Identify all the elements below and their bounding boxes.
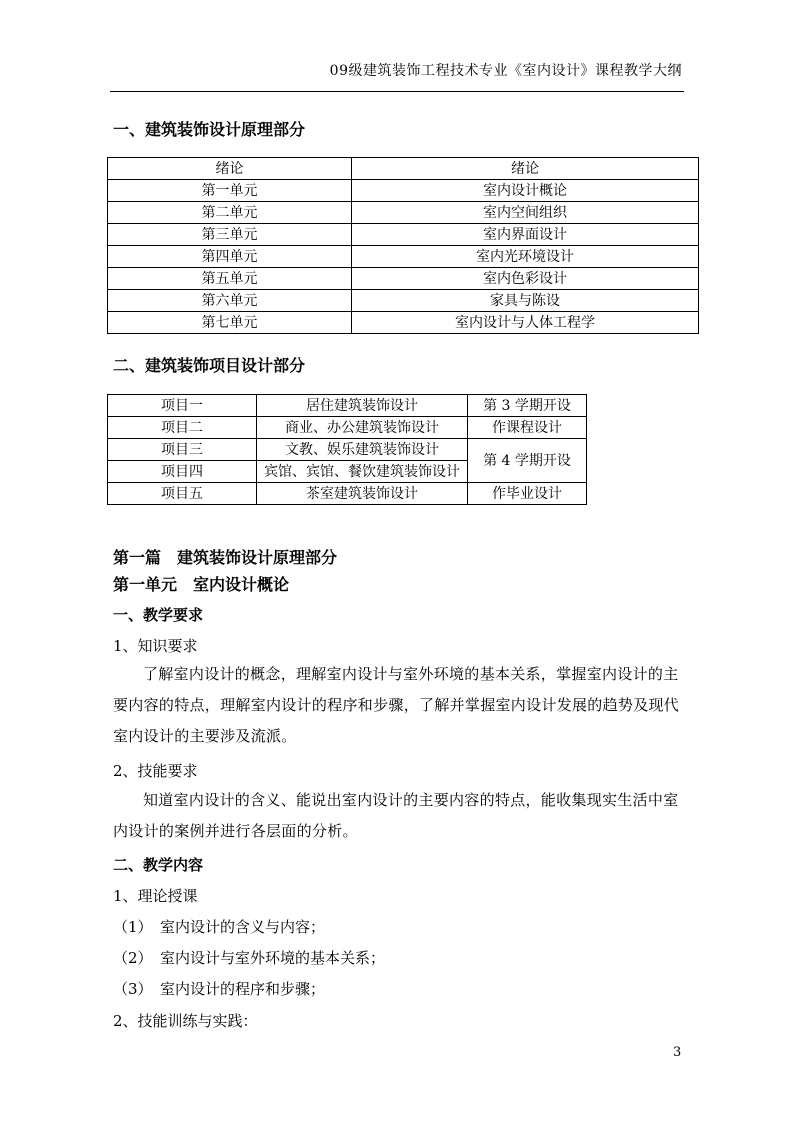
table-cell: 第三单元 (108, 224, 352, 246)
table-cell: 室内设计概论 (352, 180, 699, 202)
table-row (108, 158, 699, 180)
table-cell: 室内光环境设计 (352, 246, 699, 268)
table-cell: 第 4 学期开设 (468, 439, 587, 483)
table-cell: 室内空间组织 (352, 202, 699, 224)
table-cell: 商业、办公建筑装饰设计 (257, 417, 468, 439)
table-row (108, 439, 587, 461)
table-cell: 第 3 学期开设 (468, 395, 587, 417)
teaching-content-heading: 二、教学内容 (113, 856, 204, 874)
table-cell: 室内界面设计 (352, 224, 699, 246)
header-rule (110, 91, 684, 92)
table-cell: 室内设计与人体工程学 (352, 312, 699, 334)
table-cell: 居住建筑装饰设计 (257, 395, 468, 417)
course-units-table (107, 157, 699, 334)
table-cell: 第一单元 (108, 180, 352, 202)
table-cell: 项目五 (108, 483, 257, 505)
table-cell: 第四单元 (108, 246, 352, 268)
table-cell: 宾馆、宾馆、餐饮建筑装饰设计 (257, 461, 468, 483)
table-cell: 文教、娱乐建筑装饰设计 (257, 439, 468, 461)
table-row (108, 290, 699, 312)
table-row (108, 312, 699, 334)
list-item: （3） 室内设计的程序和步骤； (113, 980, 326, 998)
unit-title: 第一单元 室内设计概论 (113, 575, 290, 594)
projects-table (107, 394, 587, 505)
skill-training-heading: 2、技能训练与实践： (113, 1012, 258, 1030)
table-cell: 作毕业设计 (468, 483, 587, 505)
knowledge-paragraph: 了解室内设计的概念，理解室内设计与室外环境的基本关系，掌握室内设计的主要内容的特点，理解室内设计的程序和步骤，了解并掌握室内设计发展的趋势及现代室内设计的主要涉及流派。 (113, 665, 680, 745)
list-item: （1） 室内设计的含义与内容； (113, 918, 326, 936)
table-cell: 第六单元 (108, 290, 352, 312)
table-cell: 作课程设计 (468, 417, 587, 439)
table-cell: 项目三 (108, 439, 257, 461)
teaching-requirements-heading: 一、教学要求 (113, 606, 204, 624)
table-cell: 项目二 (108, 417, 257, 439)
table-cell: 项目四 (108, 461, 257, 483)
table-row (108, 483, 587, 505)
table-row (108, 180, 699, 202)
table-row (108, 417, 587, 439)
knowledge-requirements-heading: 1、知识要求 (113, 637, 198, 655)
skill-paragraph: 知道室内设计的含义、能说出室内设计的主要内容的特点，能收集现实生活中室内设计的案例并进行各层面的分析。 (113, 791, 679, 840)
table-cell: 第二单元 (108, 202, 352, 224)
table-row (108, 268, 699, 290)
theory-heading: 1、理论授课 (113, 887, 198, 905)
table-row (108, 224, 699, 246)
section2-title: 二、建筑装饰项目设计部分 (113, 356, 306, 375)
table-cell: 第五单元 (108, 268, 352, 290)
table-cell: 绪论 (108, 158, 352, 180)
table-cell: 绪论 (352, 158, 699, 180)
table-row (108, 395, 587, 417)
part-title: 第一篇 建筑装饰设计原理部分 (113, 548, 338, 567)
skill-requirements-heading: 2、技能要求 (113, 762, 198, 780)
page-header-title: 09级建筑装饰工程技术专业《室内设计》课程教学大纲 (329, 63, 682, 79)
table-cell: 项目一 (108, 395, 257, 417)
table-cell: 室内色彩设计 (352, 268, 699, 290)
list-item: （2） 室内设计与室外环境的基本关系； (113, 949, 386, 967)
table-cell: 家具与陈设 (352, 290, 699, 312)
table-cell: 茶室建筑装饰设计 (257, 483, 468, 505)
page-number: 3 (673, 1045, 682, 1060)
section1-title: 一、建筑装饰设计原理部分 (113, 120, 306, 139)
table-row (108, 202, 699, 224)
table-cell: 第七单元 (108, 312, 352, 334)
table-row (108, 246, 699, 268)
